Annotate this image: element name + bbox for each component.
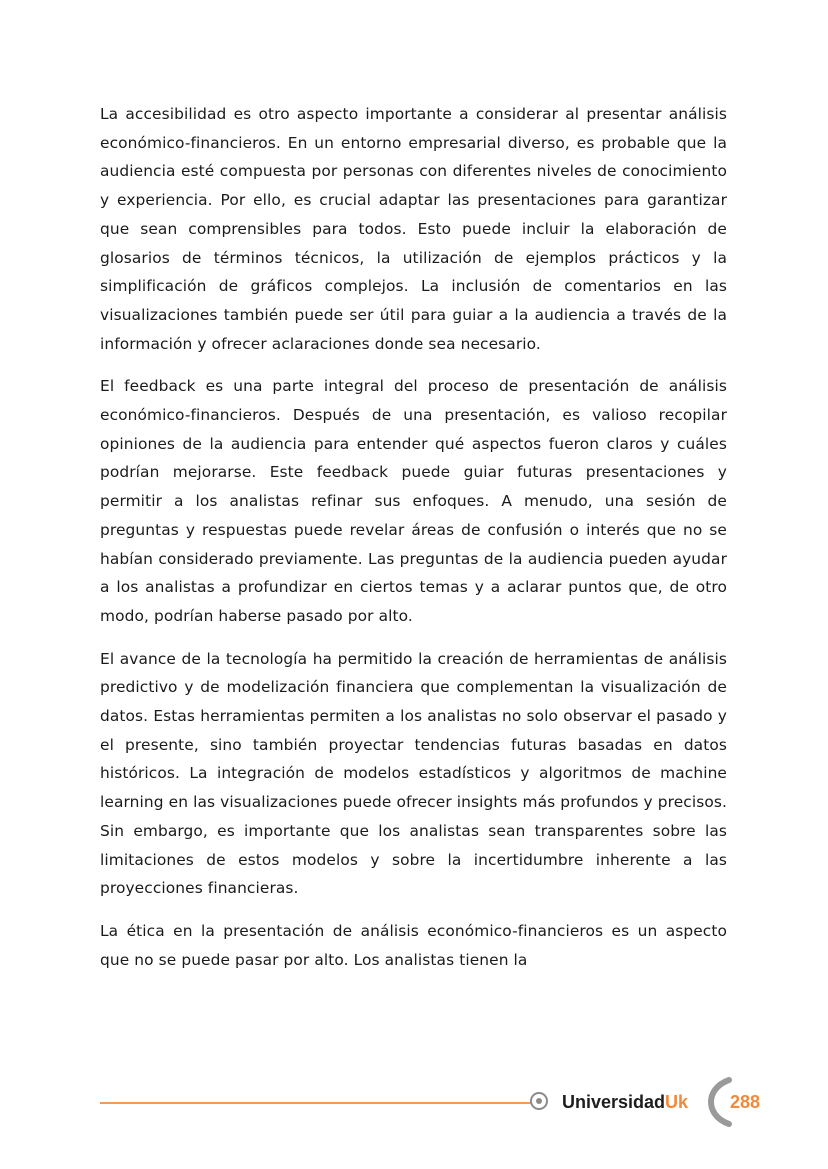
- target-circle-icon: [530, 1092, 548, 1110]
- brand-name: Universidad: [562, 1092, 666, 1112]
- footer-divider-line: [100, 1102, 532, 1104]
- page-footer: [100, 1083, 780, 1127]
- paragraph-etica: La ética en la presentación de análisis económico-financieros es un aspecto que no se puede pasar por alto. Los analistas tienen la: [100, 921, 727, 969]
- paragraph-accesibilidad: La accesibilidad es otro aspecto importante a considerar al presentar análisis económico-financieros. En un entorno empresarial diverso, es probable que la audiencia esté compuesta por personas con diferentes niveles de conocimiento y experiencia. Por ello, es crucial adaptar las presentaciones para garantizar que sean comprensibles para todos. Esto puede incluir la elaboración de glosarios de términos técnicos, la utilización de ejemplos prácticos y la simplificación de gráficos complejos. La inclusión de comentarios en las visualizaciones también puede ser útil para guiar a la audiencia a través de la información y ofrecer aclaraciones donde sea necesario.: [100, 105, 727, 353]
- paragraph-tecnologia: El avance de la tecnología ha permitido la creación de herramientas de análisis predictivo y de modelización financiera que complementan la visualización de datos. Estas herramientas permiten a los analistas no solo observar el pasado y el presente, sino también proyectar tendencias futuras basadas en datos históricos. La integración de modelos estadísticos y algoritmos de machine learning en las visualizaciones puede ofrecer insights más profundos y precisos. Sin embargo, es importante que los analistas sean transparentes sobre las limitaciones de estos modelos y sobre la incertidumbre inherente a las proyecciones financieras.: [100, 649, 727, 898]
- main-text: [100, 100, 727, 988]
- page-number: 288: [730, 1092, 761, 1112]
- brand-logo: [562, 1090, 688, 1114]
- paragraph-feedback: El feedback es una parte integral del proceso de presentación de análisis económico-financieros. Después de una presentación, es valioso recopilar opiniones de la audiencia para entender qué aspectos fueron claros y cuáles podrían mejorarse. Este feedback puede guiar futuras presentaciones y permitir a los analistas refinar sus enfoques. A menudo, una sesión de preguntas y respuestas puede revelar áreas de confusión o interés que no se habían considerado previamente. Las preguntas de la audiencia pueden ayudar a los analistas a profundizar en ciertos temas y a aclarar puntos que, de otro modo, podrían haberse pasado por alto.: [100, 377, 727, 625]
- brand-accent: Uk: [665, 1092, 689, 1112]
